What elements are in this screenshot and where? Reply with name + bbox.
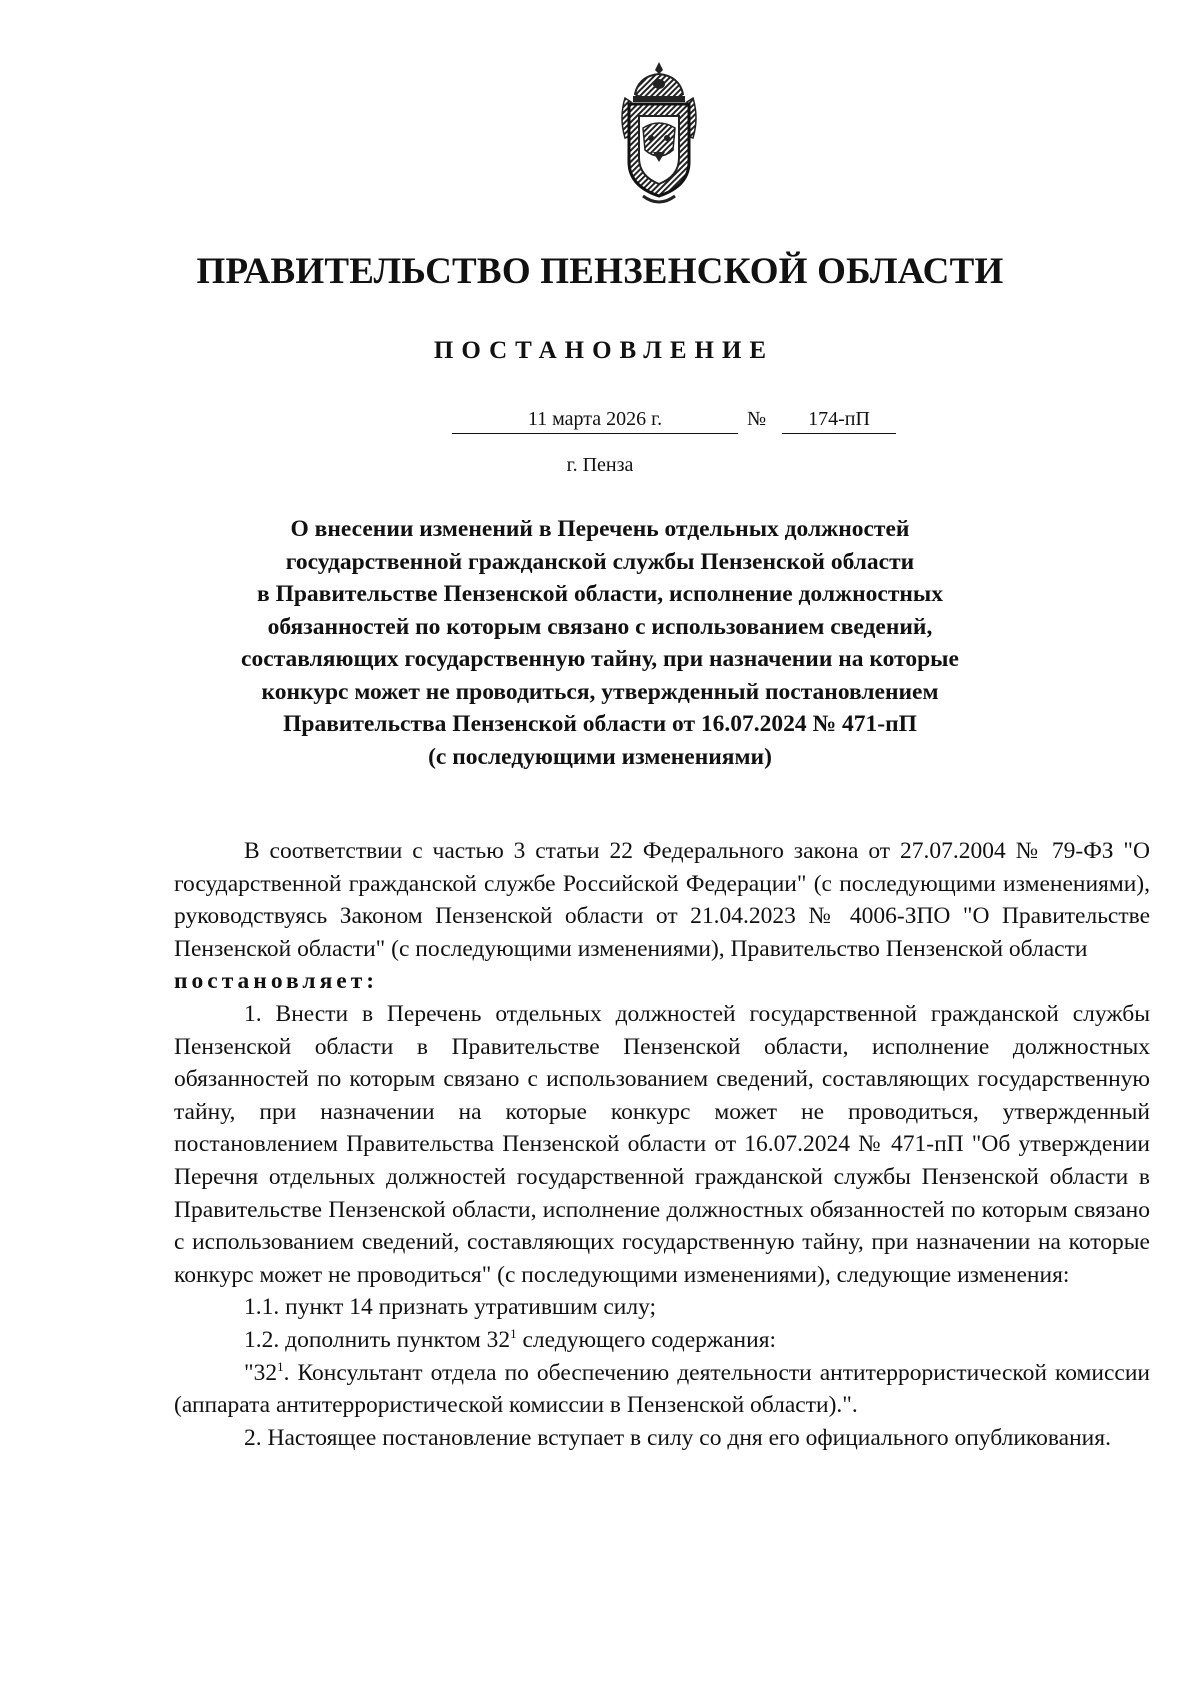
document-number: 174-пП (782, 408, 896, 434)
coat-of-arms-icon (603, 58, 715, 208)
city: г. Пенза (566, 454, 634, 476)
item-1-1: 1.1. пункт 14 признать утратившим силу; (244, 1294, 657, 1321)
item-1: 1. Внести в Перечень отдельных должностей государственной гражданской службы Пензенской области в Правительстве Пензенской области, исполнение должностных обязанностей по которым связано с использованием сведений, составляющих государственную тайну, при назначении на которые конкурс может не проводиться, утвержденный постановлением Правительства Пензенской области от 16.07.2024 № 471-пП "Об утверждении Перечня отдельных должностей государственной гражданской службы Пензенской области в Правительстве Пензенской области, исполнение должностных обязанностей по которым связано с использованием сведений, составляющих государственную тайну, при назначении на которые конкурс может не проводиться" (с последующими изменениями), следующие изменения: (174, 1000, 1150, 1288)
document-date: 11 марта 2026 г. (452, 408, 738, 434)
superscript: 1 (277, 1358, 284, 1374)
quoted-item-text: . Консультант отдела по обеспечению деятельности антитеррористической комиссии (аппарата антитеррористической комиссии в Пензенской области).". (174, 1359, 1150, 1419)
item-2: 2. Настоящее постановление вступает в силу со дня его официального опубликования. (244, 1424, 1111, 1451)
preamble-text: В соответствии с частью 3 статьи 22 Федерального закона от 27.07.2004 № 79-ФЗ "О государственной гражданской службе Российской Федерации" (с последующими изменениями), руководствуясь Законом Пензенской области от 21.04.2023 № 4006-ЗПО "О Правительстве Пензенской области" (с последующими изменениями), Правительство Пензенской области (174, 838, 1150, 962)
date-number-row (0, 408, 1200, 442)
item-1-2 (174, 1324, 1150, 1357)
preamble-paragraph (174, 835, 1150, 965)
subject-line: конкурс может не проводиться, утвержденный постановлением (261, 678, 939, 705)
quoted-item-number: "32 (244, 1359, 278, 1386)
document-subject (205, 513, 995, 773)
item-1-2-text: 1.2. дополнить пунктом 32 (244, 1326, 511, 1353)
superscript: 1 (510, 1325, 517, 1341)
subject-line: государственной гражданской службы Пензенской области (285, 548, 915, 575)
resolves-word: постановляет: (174, 968, 379, 995)
number-sign: № (747, 408, 767, 430)
subject-line: составляющих государственную тайну, при назначении на которые (241, 646, 959, 672)
government-title: ПРАВИТЕЛЬСТВО ПЕНЗЕНСКОЙ ОБЛАСТИ (196, 251, 1004, 292)
quoted-item (174, 1357, 1150, 1422)
subject-line: О внесении изменений в Перечень отдельных должностей (290, 516, 910, 542)
subject-line: Правительства Пензенской области от 16.07.2024 № 471-пП (283, 711, 917, 737)
subject-line: в Правительстве Пензенской области, исполнение должностных (257, 581, 943, 607)
subject-line: обязанностей по которым связано с использованием сведений, (267, 613, 933, 640)
item-1-2-text-end: следующего содержания: (516, 1326, 777, 1353)
resolves-line (174, 965, 1150, 998)
subject-line: (с последующими изменениями) (428, 743, 772, 770)
document-type: ПОСТАНОВЛЕНИЕ (433, 337, 775, 364)
document-body (174, 835, 1150, 1454)
